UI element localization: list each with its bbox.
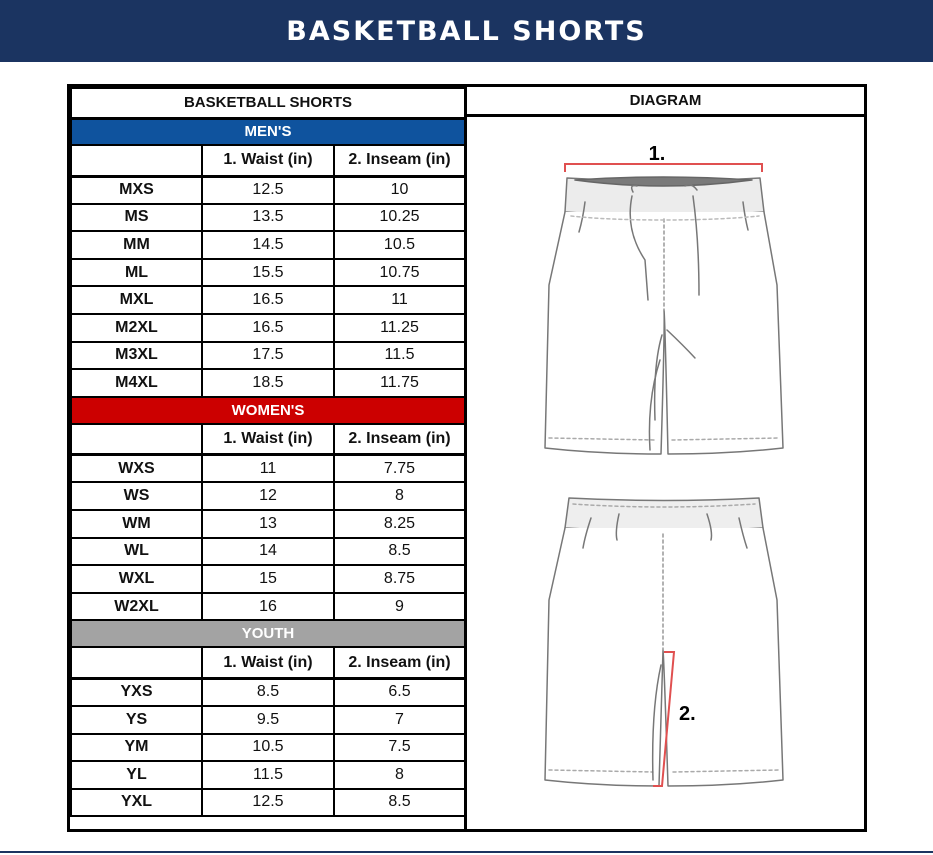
inseam-cell: 7.5 xyxy=(334,734,465,762)
table-row xyxy=(71,482,465,510)
waist-cell: 16.5 xyxy=(202,314,334,342)
waist-cell: 13.5 xyxy=(202,204,334,232)
inseam-cell: 9 xyxy=(334,593,465,621)
size-cell: M4XL xyxy=(71,369,202,397)
waist-column-header: 1. Waist (in) xyxy=(202,647,334,678)
waist-measurement-label: 1. xyxy=(648,143,666,165)
table-row xyxy=(71,286,465,314)
column-header-row xyxy=(71,145,465,176)
table-row xyxy=(71,734,465,762)
waist-cell: 8.5 xyxy=(202,678,334,706)
blank-header xyxy=(71,647,202,678)
page-title: BASKETBALL SHORTS xyxy=(286,15,647,47)
table-row xyxy=(71,538,465,566)
inseam-cell: 11.25 xyxy=(334,314,465,342)
blank-header xyxy=(71,145,202,176)
inseam-cell: 10 xyxy=(334,176,465,204)
size-table xyxy=(70,87,466,817)
waist-cell: 13 xyxy=(202,510,334,538)
waist-column-header: 1. Waist (in) xyxy=(202,145,334,176)
waist-cell: 18.5 xyxy=(202,369,334,397)
diagram-title: DIAGRAM xyxy=(467,87,864,117)
waist-column-header: 1. Waist (in) xyxy=(202,424,334,455)
size-cell: MM xyxy=(71,231,202,259)
shorts-back-illustration xyxy=(545,498,783,786)
table-row xyxy=(71,565,465,593)
table-row xyxy=(71,706,465,734)
header-banner xyxy=(0,0,933,62)
inseam-cell: 10.75 xyxy=(334,259,465,287)
size-cell: YXL xyxy=(71,789,202,817)
size-cell: YS xyxy=(71,706,202,734)
table-row xyxy=(71,510,465,538)
size-cell: M3XL xyxy=(71,342,202,370)
waist-measurement-line xyxy=(565,164,762,172)
table-title: BASKETBALL SHORTS xyxy=(71,88,465,118)
size-cell: WXS xyxy=(71,455,202,483)
shorts-diagram xyxy=(467,120,864,829)
waist-cell: 9.5 xyxy=(202,706,334,734)
size-cell: WXL xyxy=(71,565,202,593)
inseam-cell: 11.75 xyxy=(334,369,465,397)
bottom-rule xyxy=(0,851,933,853)
size-cell: WM xyxy=(71,510,202,538)
inseam-column-header: 2. Inseam (in) xyxy=(334,424,465,455)
waist-cell: 16 xyxy=(202,593,334,621)
inseam-cell: 8.5 xyxy=(334,538,465,566)
inseam-cell: 8 xyxy=(334,482,465,510)
table-row xyxy=(71,231,465,259)
size-cell: MXL xyxy=(71,286,202,314)
inseam-column-header: 2. Inseam (in) xyxy=(334,647,465,678)
waist-cell: 14.5 xyxy=(202,231,334,259)
table-row xyxy=(71,761,465,789)
inseam-column-header: 2. Inseam (in) xyxy=(334,145,465,176)
waist-cell: 10.5 xyxy=(202,734,334,762)
size-cell: YXS xyxy=(71,678,202,706)
waist-cell: 15 xyxy=(202,565,334,593)
waist-cell: 12.5 xyxy=(202,789,334,817)
inseam-cell: 6.5 xyxy=(334,678,465,706)
waist-cell: 12.5 xyxy=(202,176,334,204)
inseam-cell: 8.75 xyxy=(334,565,465,593)
inseam-cell: 8.5 xyxy=(334,789,465,817)
inseam-cell: 11.5 xyxy=(334,342,465,370)
waist-cell: 14 xyxy=(202,538,334,566)
table-row xyxy=(71,176,465,204)
section-header-men xyxy=(71,118,465,145)
table-row xyxy=(71,314,465,342)
table-row xyxy=(71,789,465,817)
waist-cell: 12 xyxy=(202,482,334,510)
blank-header xyxy=(71,424,202,455)
inseam-cell: 10.5 xyxy=(334,231,465,259)
waist-cell: 15.5 xyxy=(202,259,334,287)
inseam-cell: 7.75 xyxy=(334,455,465,483)
table-row xyxy=(71,455,465,483)
table-row xyxy=(71,342,465,370)
table-row xyxy=(71,593,465,621)
shorts-front-illustration xyxy=(545,177,783,454)
table-title-row xyxy=(71,88,465,118)
inseam-measurement-label: 2. xyxy=(679,703,696,725)
waist-cell: 11.5 xyxy=(202,761,334,789)
size-cell: ML xyxy=(71,259,202,287)
section-title: YOUTH xyxy=(71,620,465,647)
table-row xyxy=(71,678,465,706)
inseam-cell: 8.25 xyxy=(334,510,465,538)
size-cell: MXS xyxy=(71,176,202,204)
inseam-cell: 8 xyxy=(334,761,465,789)
column-header-row xyxy=(71,424,465,455)
size-cell: WS xyxy=(71,482,202,510)
size-cell: M2XL xyxy=(71,314,202,342)
waist-cell: 17.5 xyxy=(202,342,334,370)
inseam-cell: 10.25 xyxy=(334,204,465,232)
table-row xyxy=(71,204,465,232)
size-cell: YL xyxy=(71,761,202,789)
inseam-cell: 7 xyxy=(334,706,465,734)
waist-cell: 16.5 xyxy=(202,286,334,314)
inseam-cell: 11 xyxy=(334,286,465,314)
table-row xyxy=(71,369,465,397)
size-cell: WL xyxy=(71,538,202,566)
size-cell: YM xyxy=(71,734,202,762)
section-title: MEN'S xyxy=(71,118,465,145)
column-header-row xyxy=(71,647,465,678)
section-title: WOMEN'S xyxy=(71,397,465,424)
size-cell: MS xyxy=(71,204,202,232)
section-header-youth xyxy=(71,620,465,647)
size-cell: W2XL xyxy=(71,593,202,621)
table-row xyxy=(71,259,465,287)
waist-cell: 11 xyxy=(202,455,334,483)
section-header-women xyxy=(71,397,465,424)
